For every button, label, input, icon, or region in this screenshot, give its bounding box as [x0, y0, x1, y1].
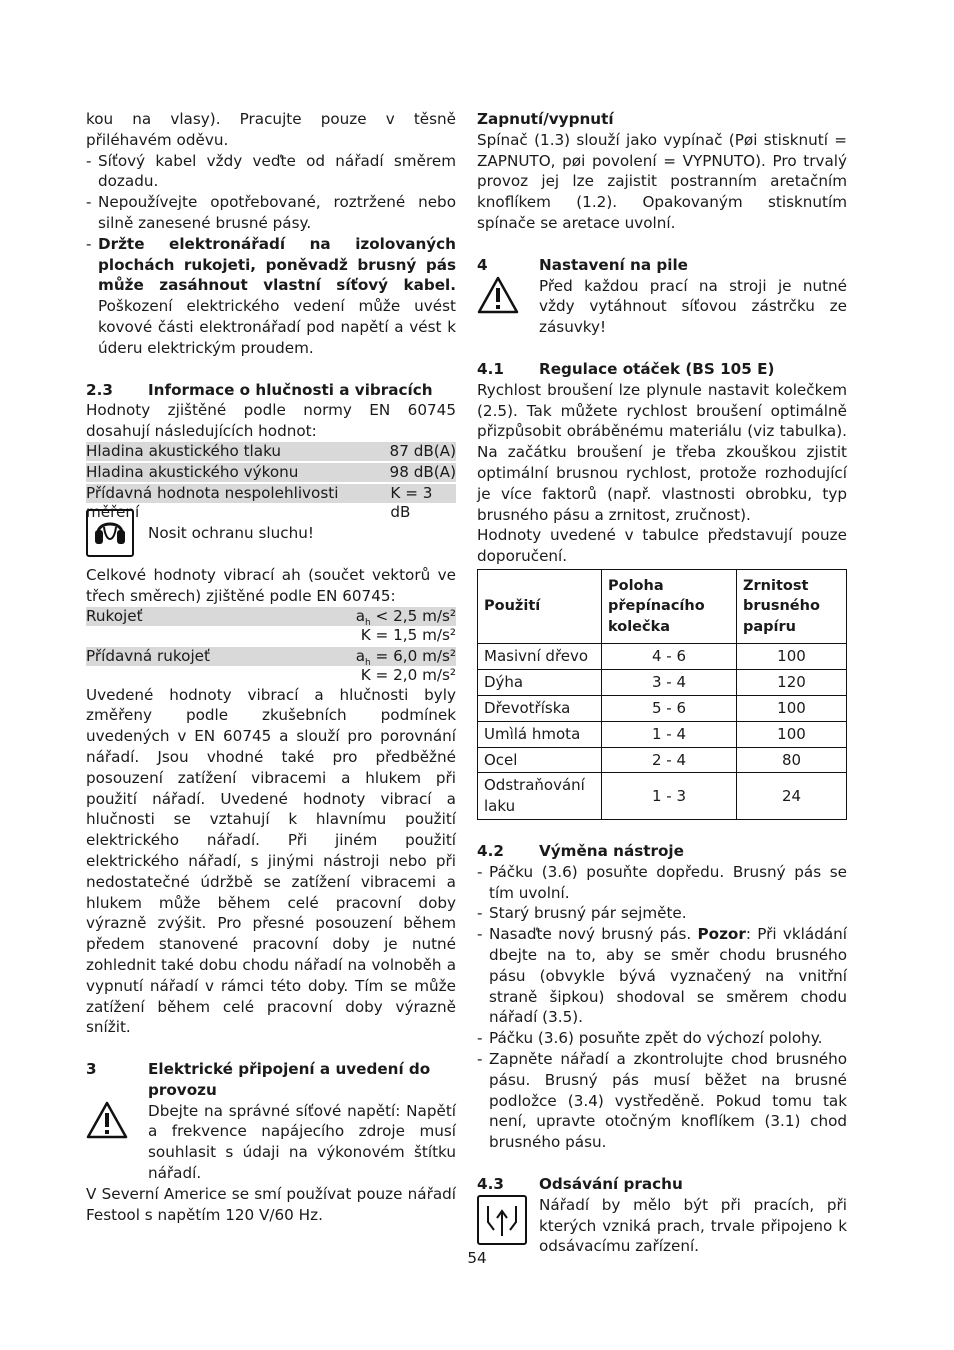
vibration-k-row: K = 2,0 m/s² — [360, 665, 456, 684]
bullet-belts: - Nepoužívejte opotřebované, roztržené nebo silně zanesené brusné pásy. — [86, 192, 456, 234]
right-column — [477, 109, 847, 1257]
table-row: Umìlá hmota 1 - 4 100 — [478, 721, 847, 747]
noise-row: Hladina akustického výkonu 98 dB(A) — [86, 462, 456, 481]
vibration-k-row: K = 1,5 m/s² — [360, 625, 456, 644]
section-4-1-heading: 4.1 Regulace otáček (BS 105 E) — [477, 359, 775, 378]
table-row: Odstraňování laku 1 - 3 24 — [478, 773, 847, 820]
tool-change-step: - Páčku (3.6) posuňte dopředu. Brusný pás se tím uvolní. — [477, 862, 847, 904]
section-2-3-heading: 2.3 Informace o hlučnosti a vibracích — [86, 380, 433, 399]
unplug-warning-row — [477, 276, 847, 338]
table-row: Masivní dřevo 4 - 6 100 — [478, 644, 847, 670]
dust-extraction-text: Nářadí by mělo být při pracích, při kterých vzniká prach, trvale připojeno k odsávacímu zařízení. — [539, 1195, 847, 1256]
vibration-intro: Celkové hodnoty vibrací ah (součet vektorů ve třech směrech) zjištěné podle EN 60745: — [86, 565, 456, 605]
hearing-protection-text: Nosit ochranu sluchu! — [148, 523, 314, 542]
vibration-row: Rukojeť $a_h < 2,5$ m/s² — [86, 606, 456, 628]
warning-icon — [86, 1101, 128, 1139]
bullet-cable: - Síťový kabel vždy veďte od nářadí směrem dozadu. — [86, 151, 456, 193]
section-4-2-heading: 4.2 Výměna nástroje — [477, 842, 684, 861]
table-row: Dýha 3 - 4 120 — [478, 670, 847, 696]
section-3-text: V Severní Americe se smí používat pouze nářadí Festool s napětím 120 V/60 Hz. — [86, 1184, 456, 1224]
unplug-warning-text: Před každou prací na stroji je nutné vždy vytáhnout síťovou zástrčku ze zásuvky! — [539, 276, 847, 337]
page-number: 54 — [467, 1249, 487, 1267]
section-4-heading: 4 Nastavení na pile — [477, 255, 688, 274]
section-4-3-heading: 4.3 Odsávání prachu — [477, 1174, 683, 1193]
tool-change-step: - Starý brusný pár sejměte. — [477, 903, 847, 924]
voltage-warning-text: Dbejte na správné síťové napětí: Napětí a frekvence napájecího zdroje musí souhlasit s údaji na výkonovém štítku nářadí. — [148, 1101, 456, 1183]
bullet-insulated-strong: Držte elektronářadí na izolovaných plochách rukojeti, poněvadž brusný pás může zasáhnout vlastní síťový kabel. — [98, 234, 456, 295]
ear-protection-icon — [86, 509, 134, 557]
table-header: Použití — [478, 569, 602, 644]
table-row: Ocel 2 - 4 80 — [478, 747, 847, 773]
noise-row: Přídavná hodnota nespolehlivosti měření K = 3 dB — [86, 484, 456, 503]
section-4-1-text-2: Hodnoty uvedené v tabulce představují pouze doporučení. — [477, 526, 847, 566]
tool-change-step: - Páčku (3.6) posuňte zpět do výchozí polohy. — [477, 1028, 847, 1049]
bullet-insulated — [86, 234, 456, 359]
intro-text: kou na vlasy). Pracujte pouze v těsně přiléhavém oděvu. — [86, 110, 456, 149]
noise-row: Hladina akustického tlaku 87 dB(A) — [86, 441, 456, 460]
vibration-text: Uvedené hodnoty vibrací a hlučnosti byly změřeny podle zkušebních podmínek uvedených v EN 60745 a slouží pro porovnání nářadí. Jsou vhodné také pro předběžné posouzení zatížení vibracemi a hlukem při použití nářadí. Uvedené hodnoty vibrací a hlučnosti se vztahují k hlavnímu použití elektrického nářadí. Při jiném použití elektrického nářadí, s jinými nástroji nebo při nedostatečné údržbě se zatížení vibracemi a hlukem může během celé pracovní doby výrazně zvýšit. Pro přesné posouzení během předem stanovené pracovní doby je nutné zohlednit také dobu chodu nářadí na volnoběh a vypnutí nářadí v rámci této doby. Tím se může zatížení během celé pracovní doby výrazně snížit. — [86, 685, 456, 1037]
table-header: Poloha přepínacího kolečka — [602, 569, 737, 644]
section-2-3-text: Hodnoty zjištěné podle normy EN 60745 dosahují následujících hodnot: — [86, 401, 456, 441]
onoff-heading: Zapnutí/vypnutí — [477, 110, 614, 128]
section-3-heading: 3 Elektrické připojení a uvedení do provozu — [86, 1060, 431, 1099]
voltage-warning-row — [86, 1101, 456, 1184]
table-header-row — [478, 569, 847, 644]
table-header: Zrnitost brusného papíru — [737, 569, 847, 644]
bullet-insulated-rest: Poškození elektrického vedení může uvést kovové části elektronářadí pod napětí a vést k úderu elektrickým proudem. — [98, 297, 456, 357]
dust-extraction-icon — [477, 1195, 527, 1245]
tool-change-step: - Zapněte nářadí a zkontrolujte chod brusného pásu. Brusný pás musí běžet na brusné podložce (3.4) vystředěně. Pokud tomu tak není, upravte otočným knoflíkem (3.1) chod brusného pásu. — [477, 1049, 847, 1153]
tool-change-step: - Nasaďte nový brusný pás. Pozor: Při vkládání dbejte na to, aby se směr chodu brusného pásu (obvykle bývá vyznačený na vnitřní straně šipkou) shodoval se směrem chodu nářadí (3.5). — [477, 924, 847, 1028]
table-row: Dřevotříska 5 - 6 100 — [478, 696, 847, 722]
onoff-text: Spínač (1.3) slouží jako vypínač (Pøi stisknutí = ZAPNUTO, pøi povolení = VYPNUTO). Pro trvalý provoz jej lze zajistit postranním aretačním knoflíkem (1.2). Opakovaným stisknutím spínače se aretace uvolní. — [477, 130, 847, 232]
vibration-row: Přídavná rukojeť $a_h = 6,0$ m/s² — [86, 646, 456, 668]
left-column — [86, 109, 456, 1225]
section-4-1-text: Rychlost broušení lze plynule nastavit kolečkem (2.5). Tak můžete rychlost broušení optimálně přizpůsobit obráběnému materiálu (viz tabulka). Na začátku broušení je třeba zkouškou zjistit optimální brusnou rychlost, protože rozhodující je více faktorů (např. vlastnosti obrobku, typ brusného pásu a zrnitost, zručnost). — [477, 380, 847, 524]
speed-table — [477, 569, 847, 820]
warning-icon — [477, 276, 519, 314]
